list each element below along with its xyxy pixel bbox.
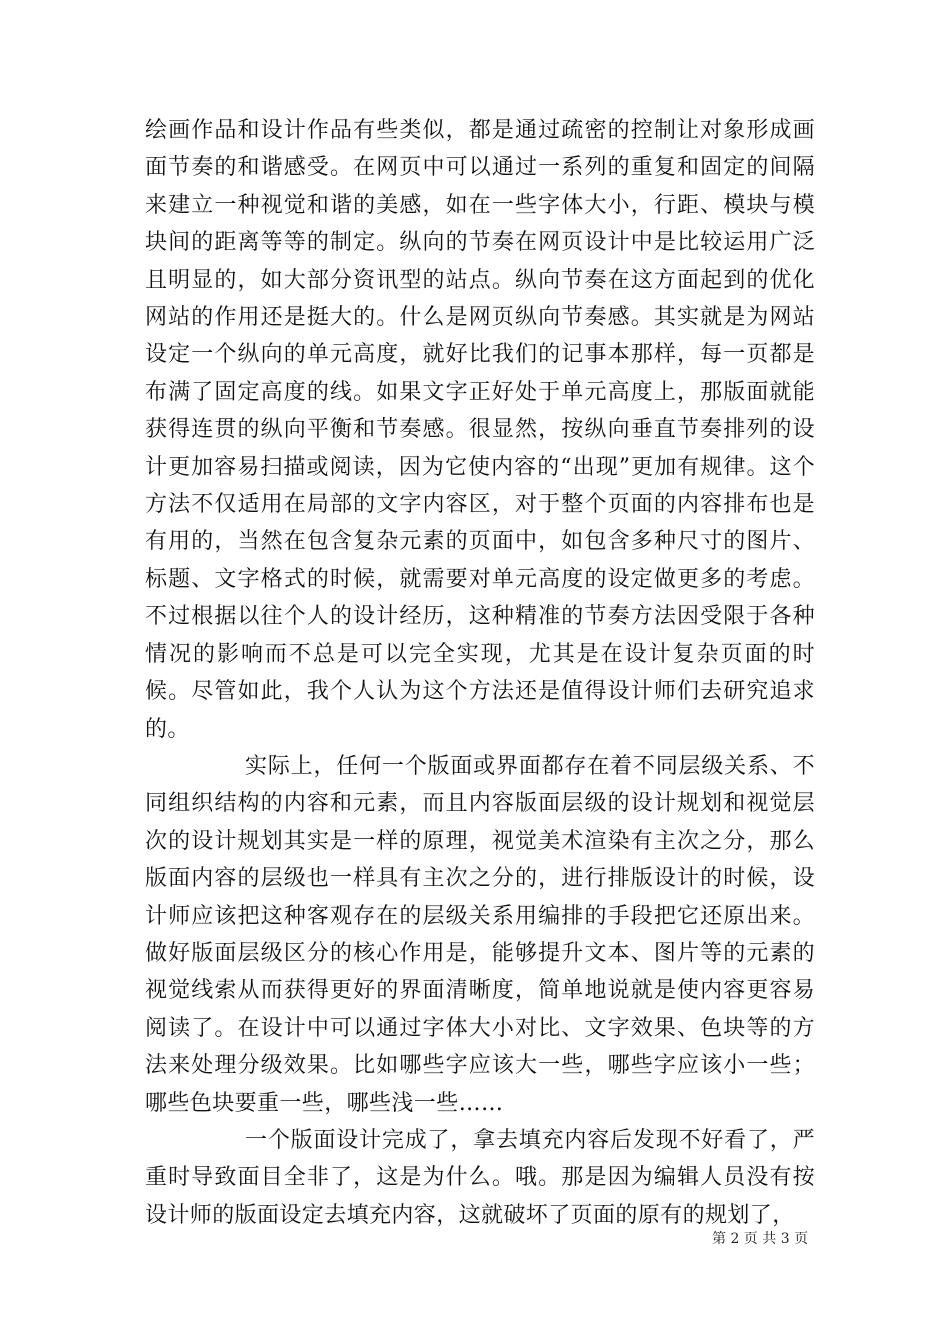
paragraph-2: 实际上，任何一个版面或界面都存在着不同层级关系、不同组织结构的内容和元素，而且内容版面层级的设计规划和视觉层次的设计规划其实是一样的原理，视觉美术渲染有主次之分，那么版面内容的层级也一样具有主次之分的，进行排版设计的时候，设计师应该把这种客观存在的层级关系用编排的手段把它还原出来。做好版面层级区分的核心作用是，能够提升文本、图片等的元素的视觉线索从而获得更好的界面清晰度，简单地说就是使内容更容易阅读了。在设计中可以通过字体大小对比、文字效果、色块等的方法来处理分级效果。比如哪些字应该大一些，哪些字应该小一些；哪些色块要重一些，哪些浅一些……	[145, 753, 815, 1116]
body-text	[145, 112, 815, 1234]
page-number: 第 2 页 共 3 页	[712, 1231, 809, 1247]
paragraph-1: 绘画作品和设计作品有些类似，都是通过疏密的控制让对象形成画面节奏的和谐感受。在网页中可以通过一系列的重复和固定的间隔来建立一种视觉和谐的美感，如在一些字体大小，行距、模块与模块间的距离等等的制定。纵向的节奏在网页设计中是比较运用广泛且明显的，如大部分资讯型的站点。纵向节奏在这方面起到的优化网站的作用还是挺大的。什么是网页纵向节奏感。其实就是为网站设定一个纵向的单元高度，就好比我们的记事本那样，每一页都是布满了固定高度的线。如果文字正好处于单元高度上，那版面就能获得连贯的纵向平衡和节奏感。很显然，按纵向垂直节奏排列的设计更加容易扫描或阅读，因为它使内容的“出现”更加有规律。这个方法不仅适用在局部的文字内容区，对于整个页面的内容排布也是有用的，当然在包含复杂元素的页面中，如包含多种尺寸的图片、标题、文字格式的时候，就需要对单元高度的设定做更多的考虑。不过根据以往个人的设计经历，这种精准的节奏方法因受限于各种情况的影响而不总是可以完全实现，尤其是在设计复杂页面的时候。尽管如此，我个人认为这个方法还是值得设计师们去研究追求的。	[145, 118, 815, 742]
paragraph-3: 一个版面设计完成了，拿去填充内容后发现不好看了，严重时导致面目全非了，这是为什么。哦。那是因为编辑人员没有按设计师的版面设定去填充内容，这就破坏了页面的原有的规划了，	[145, 1127, 815, 1228]
